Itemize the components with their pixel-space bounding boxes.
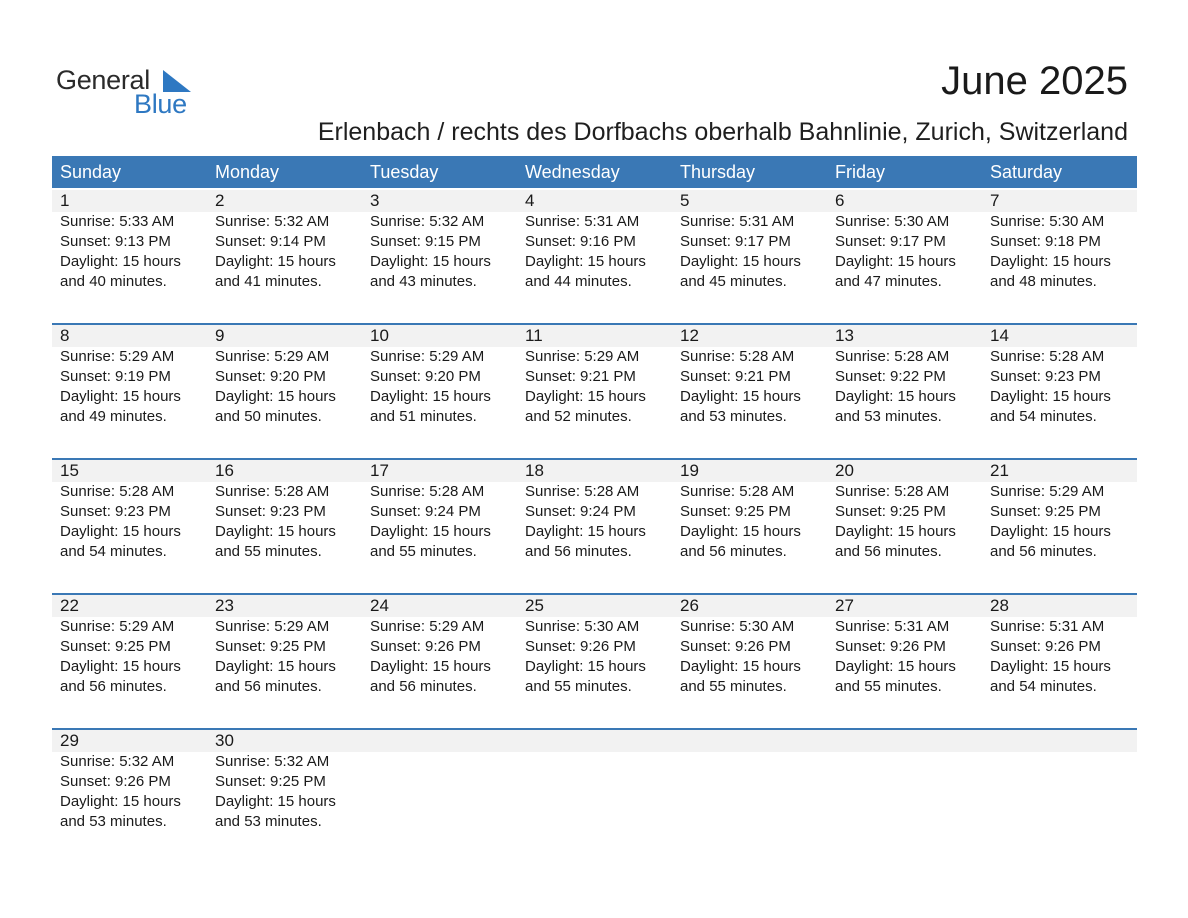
daylight-text: Daylight: 15 hours — [835, 658, 956, 675]
daylight-text: Daylight: 15 hours — [990, 658, 1111, 675]
sunrise-text: Sunrise: 5:30 AM — [525, 618, 640, 635]
sunrise-text: Sunrise: 5:33 AM — [60, 213, 175, 230]
day-number: 4 — [525, 191, 535, 210]
daylight-minutes-text: and 55 minutes. — [525, 678, 632, 695]
calendar — [52, 156, 1137, 863]
day-number: 19 — [680, 461, 699, 480]
daylight-text: Daylight: 15 hours — [990, 388, 1111, 405]
sunset-text: Sunset: 9:26 PM — [990, 638, 1101, 655]
daylight-text: Daylight: 15 hours — [680, 388, 801, 405]
day-number: 1 — [60, 191, 70, 210]
sunrise-text: Sunrise: 5:28 AM — [835, 348, 950, 365]
day-cell — [207, 595, 362, 697]
daylight-text: Daylight: 15 hours — [525, 523, 646, 540]
day-cell — [362, 730, 517, 832]
sunset-text: Sunset: 9:25 PM — [215, 773, 326, 790]
day-number: 22 — [60, 596, 79, 615]
day-cell — [982, 325, 1137, 427]
day-number: 9 — [215, 326, 225, 345]
weekday-label: Friday — [835, 162, 886, 182]
day-number: 18 — [525, 461, 544, 480]
weekday-label: Thursday — [680, 162, 756, 182]
sunset-text: Sunset: 9:25 PM — [680, 503, 791, 520]
sunrise-text: Sunrise: 5:31 AM — [990, 618, 1105, 635]
daylight-text: Daylight: 15 hours — [990, 523, 1111, 540]
day-number: 30 — [215, 731, 234, 750]
day-cell — [207, 460, 362, 562]
brand-logo — [56, 64, 206, 119]
week-days — [52, 595, 1137, 697]
day-number: 17 — [370, 461, 389, 480]
daylight-minutes-text: and 56 minutes. — [525, 543, 632, 560]
location-subtitle: Erlenbach / rechts des Dorfbachs oberhalb Bahnlinie, Zurich, Switzerland — [317, 118, 1128, 146]
sunset-text: Sunset: 9:23 PM — [990, 368, 1101, 385]
daylight-text: Daylight: 15 hours — [835, 523, 956, 540]
day-cell — [672, 730, 827, 832]
day-number: 12 — [680, 326, 699, 345]
sunrise-text: Sunrise: 5:29 AM — [215, 618, 330, 635]
day-cell — [207, 730, 362, 832]
daylight-minutes-text: and 56 minutes. — [835, 543, 942, 560]
daylight-text: Daylight: 15 hours — [215, 793, 336, 810]
day-cell — [207, 325, 362, 427]
day-number: 15 — [60, 461, 79, 480]
daylight-text: Daylight: 15 hours — [370, 388, 491, 405]
day-cell — [827, 460, 982, 562]
weekday-label: Wednesday — [525, 162, 620, 182]
day-number: 27 — [835, 596, 854, 615]
day-number: 5 — [680, 191, 690, 210]
daylight-minutes-text: and 49 minutes. — [60, 408, 167, 425]
sunset-text: Sunset: 9:25 PM — [990, 503, 1101, 520]
daylight-text: Daylight: 15 hours — [680, 658, 801, 675]
daylight-text: Daylight: 15 hours — [370, 658, 491, 675]
sunrise-text: Sunrise: 5:31 AM — [835, 618, 950, 635]
sunrise-text: Sunrise: 5:31 AM — [525, 213, 640, 230]
day-cell — [362, 190, 517, 292]
day-number: 20 — [835, 461, 854, 480]
daylight-minutes-text: and 53 minutes. — [60, 813, 167, 830]
sunrise-text: Sunrise: 5:28 AM — [680, 483, 795, 500]
sunrise-text: Sunrise: 5:30 AM — [990, 213, 1105, 230]
day-number: 24 — [370, 596, 389, 615]
day-number: 29 — [60, 731, 79, 750]
daylight-minutes-text: and 55 minutes. — [680, 678, 787, 695]
day-cell — [52, 730, 207, 832]
sunset-text: Sunset: 9:22 PM — [835, 368, 946, 385]
day-number: 13 — [835, 326, 854, 345]
daylight-minutes-text: and 48 minutes. — [990, 273, 1097, 290]
day-cell — [362, 595, 517, 697]
sunrise-text: Sunrise: 5:30 AM — [835, 213, 950, 230]
calendar-week — [52, 323, 1137, 458]
daylight-text: Daylight: 15 hours — [990, 253, 1111, 270]
daylight-minutes-text: and 56 minutes. — [990, 543, 1097, 560]
sunset-text: Sunset: 9:23 PM — [60, 503, 171, 520]
sunrise-text: Sunrise: 5:29 AM — [525, 348, 640, 365]
daylight-text: Daylight: 15 hours — [60, 793, 181, 810]
day-number: 2 — [215, 191, 225, 210]
daylight-minutes-text: and 53 minutes. — [215, 813, 322, 830]
sunrise-text: Sunrise: 5:32 AM — [370, 213, 485, 230]
day-cell — [827, 325, 982, 427]
day-cell — [672, 595, 827, 697]
day-number: 11 — [525, 326, 543, 345]
sunrise-text: Sunrise: 5:28 AM — [215, 483, 330, 500]
day-cell — [982, 595, 1137, 697]
sunrise-text: Sunrise: 5:28 AM — [370, 483, 485, 500]
sunrise-text: Sunrise: 5:28 AM — [680, 348, 795, 365]
daylight-minutes-text: and 43 minutes. — [370, 273, 477, 290]
weekday-label: Tuesday — [370, 162, 439, 182]
sunset-text: Sunset: 9:17 PM — [835, 233, 946, 250]
daylight-text: Daylight: 15 hours — [215, 253, 336, 270]
daylight-minutes-text: and 56 minutes. — [215, 678, 322, 695]
day-cell — [52, 325, 207, 427]
sunset-text: Sunset: 9:26 PM — [525, 638, 636, 655]
sunrise-text: Sunrise: 5:31 AM — [680, 213, 795, 230]
daylight-minutes-text: and 52 minutes. — [525, 408, 632, 425]
sunset-text: Sunset: 9:24 PM — [525, 503, 636, 520]
day-cell — [517, 190, 672, 292]
sunset-text: Sunset: 9:25 PM — [835, 503, 946, 520]
daylight-minutes-text: and 51 minutes. — [370, 408, 477, 425]
day-cell — [672, 190, 827, 292]
day-cell — [982, 460, 1137, 562]
daylight-minutes-text: and 55 minutes. — [215, 543, 322, 560]
day-number: 7 — [990, 191, 1000, 210]
daylight-minutes-text: and 55 minutes. — [370, 543, 477, 560]
day-cell — [982, 730, 1137, 832]
sunset-text: Sunset: 9:25 PM — [215, 638, 326, 655]
sunset-text: Sunset: 9:26 PM — [680, 638, 791, 655]
week-days — [52, 730, 1137, 832]
day-number: 3 — [370, 191, 380, 210]
sunset-text: Sunset: 9:26 PM — [835, 638, 946, 655]
daylight-minutes-text: and 45 minutes. — [680, 273, 787, 290]
daylight-text: Daylight: 15 hours — [370, 523, 491, 540]
daylight-minutes-text: and 56 minutes. — [60, 678, 167, 695]
day-cell — [517, 460, 672, 562]
day-cell — [517, 595, 672, 697]
day-number: 14 — [990, 326, 1009, 345]
day-number: 6 — [835, 191, 845, 210]
calendar-week — [52, 593, 1137, 728]
weekday-label: Monday — [215, 162, 280, 182]
sunrise-text: Sunrise: 5:29 AM — [60, 348, 175, 365]
calendar-week — [52, 728, 1137, 863]
daylight-text: Daylight: 15 hours — [835, 253, 956, 270]
sunrise-text: Sunrise: 5:32 AM — [215, 753, 330, 770]
daylight-minutes-text: and 50 minutes. — [215, 408, 322, 425]
day-number: 10 — [370, 326, 389, 345]
logo-word-general: General — [56, 65, 150, 95]
calendar-week — [52, 458, 1137, 593]
day-cell — [52, 460, 207, 562]
daylight-text: Daylight: 15 hours — [60, 388, 181, 405]
sunrise-text: Sunrise: 5:30 AM — [680, 618, 795, 635]
sunset-text: Sunset: 9:23 PM — [215, 503, 326, 520]
day-cell — [207, 190, 362, 292]
day-number: 26 — [680, 596, 699, 615]
sunrise-text: Sunrise: 5:29 AM — [215, 348, 330, 365]
day-cell — [362, 460, 517, 562]
sunset-text: Sunset: 9:26 PM — [60, 773, 171, 790]
daylight-text: Daylight: 15 hours — [525, 658, 646, 675]
sunset-text: Sunset: 9:26 PM — [370, 638, 481, 655]
daylight-minutes-text: and 54 minutes. — [60, 543, 167, 560]
sunrise-text: Sunrise: 5:29 AM — [370, 348, 485, 365]
daylight-text: Daylight: 15 hours — [370, 253, 491, 270]
daylight-text: Daylight: 15 hours — [525, 253, 646, 270]
sunset-text: Sunset: 9:16 PM — [525, 233, 636, 250]
daylight-minutes-text: and 54 minutes. — [990, 408, 1097, 425]
daylight-text: Daylight: 15 hours — [215, 523, 336, 540]
sunset-text: Sunset: 9:13 PM — [60, 233, 171, 250]
sunset-text: Sunset: 9:21 PM — [680, 368, 791, 385]
sunset-text: Sunset: 9:25 PM — [60, 638, 171, 655]
daylight-text: Daylight: 15 hours — [60, 523, 181, 540]
sunrise-text: Sunrise: 5:28 AM — [60, 483, 175, 500]
day-number — [525, 730, 672, 752]
day-number — [990, 730, 1137, 752]
day-number: 16 — [215, 461, 234, 480]
week-days — [52, 460, 1137, 562]
sunset-text: Sunset: 9:19 PM — [60, 368, 171, 385]
day-cell — [982, 190, 1137, 292]
day-number: 28 — [990, 596, 1009, 615]
daylight-minutes-text: and 56 minutes. — [680, 543, 787, 560]
day-number: 8 — [60, 326, 70, 345]
sunset-text: Sunset: 9:24 PM — [370, 503, 481, 520]
day-cell — [362, 325, 517, 427]
daylight-minutes-text: and 53 minutes. — [680, 408, 787, 425]
day-number — [370, 730, 517, 752]
daylight-text: Daylight: 15 hours — [215, 658, 336, 675]
daylight-text: Daylight: 15 hours — [680, 253, 801, 270]
daylight-text: Daylight: 15 hours — [215, 388, 336, 405]
day-number: 23 — [215, 596, 234, 615]
weekday-label: Saturday — [990, 162, 1063, 182]
day-cell — [827, 190, 982, 292]
sunrise-text: Sunrise: 5:32 AM — [60, 753, 175, 770]
calendar-week — [52, 188, 1137, 323]
day-cell — [672, 460, 827, 562]
daylight-text: Daylight: 15 hours — [835, 388, 956, 405]
sunset-text: Sunset: 9:17 PM — [680, 233, 791, 250]
page-title: June 2025 — [941, 59, 1128, 103]
sunrise-text: Sunrise: 5:32 AM — [215, 213, 330, 230]
sunset-text: Sunset: 9:20 PM — [215, 368, 326, 385]
daylight-minutes-text: and 47 minutes. — [835, 273, 942, 290]
daylight-text: Daylight: 15 hours — [525, 388, 646, 405]
day-cell — [827, 730, 982, 832]
day-number — [835, 730, 982, 752]
daylight-minutes-text: and 54 minutes. — [990, 678, 1097, 695]
day-cell — [672, 325, 827, 427]
sunrise-text: Sunrise: 5:29 AM — [990, 483, 1105, 500]
daylight-minutes-text: and 44 minutes. — [525, 273, 632, 290]
week-days — [52, 325, 1137, 427]
daylight-minutes-text: and 55 minutes. — [835, 678, 942, 695]
daylight-text: Daylight: 15 hours — [680, 523, 801, 540]
logo-word-blue: Blue — [134, 89, 187, 119]
sunset-text: Sunset: 9:18 PM — [990, 233, 1101, 250]
calendar-weeks — [52, 188, 1137, 863]
day-cell — [827, 595, 982, 697]
sunset-text: Sunset: 9:21 PM — [525, 368, 636, 385]
daylight-text: Daylight: 15 hours — [60, 658, 181, 675]
sunset-text: Sunset: 9:15 PM — [370, 233, 481, 250]
sunrise-text: Sunrise: 5:28 AM — [525, 483, 640, 500]
day-number: 25 — [525, 596, 544, 615]
day-cell — [52, 595, 207, 697]
daylight-text: Daylight: 15 hours — [60, 253, 181, 270]
daylight-minutes-text: and 56 minutes. — [370, 678, 477, 695]
sunrise-text: Sunrise: 5:29 AM — [370, 618, 485, 635]
weekday-header — [52, 156, 1137, 188]
weekday-label: Sunday — [60, 162, 122, 182]
daylight-minutes-text: and 40 minutes. — [60, 273, 167, 290]
week-days — [52, 190, 1137, 292]
day-cell — [517, 730, 672, 832]
day-cell — [52, 190, 207, 292]
daylight-minutes-text: and 53 minutes. — [835, 408, 942, 425]
sunrise-text: Sunrise: 5:28 AM — [990, 348, 1105, 365]
sunset-text: Sunset: 9:20 PM — [370, 368, 481, 385]
sunrise-text: Sunrise: 5:29 AM — [60, 618, 175, 635]
day-number: 21 — [990, 461, 1009, 480]
daylight-minutes-text: and 41 minutes. — [215, 273, 322, 290]
day-cell — [517, 325, 672, 427]
day-number — [680, 730, 827, 752]
sunrise-text: Sunrise: 5:28 AM — [835, 483, 950, 500]
sunset-text: Sunset: 9:14 PM — [215, 233, 326, 250]
